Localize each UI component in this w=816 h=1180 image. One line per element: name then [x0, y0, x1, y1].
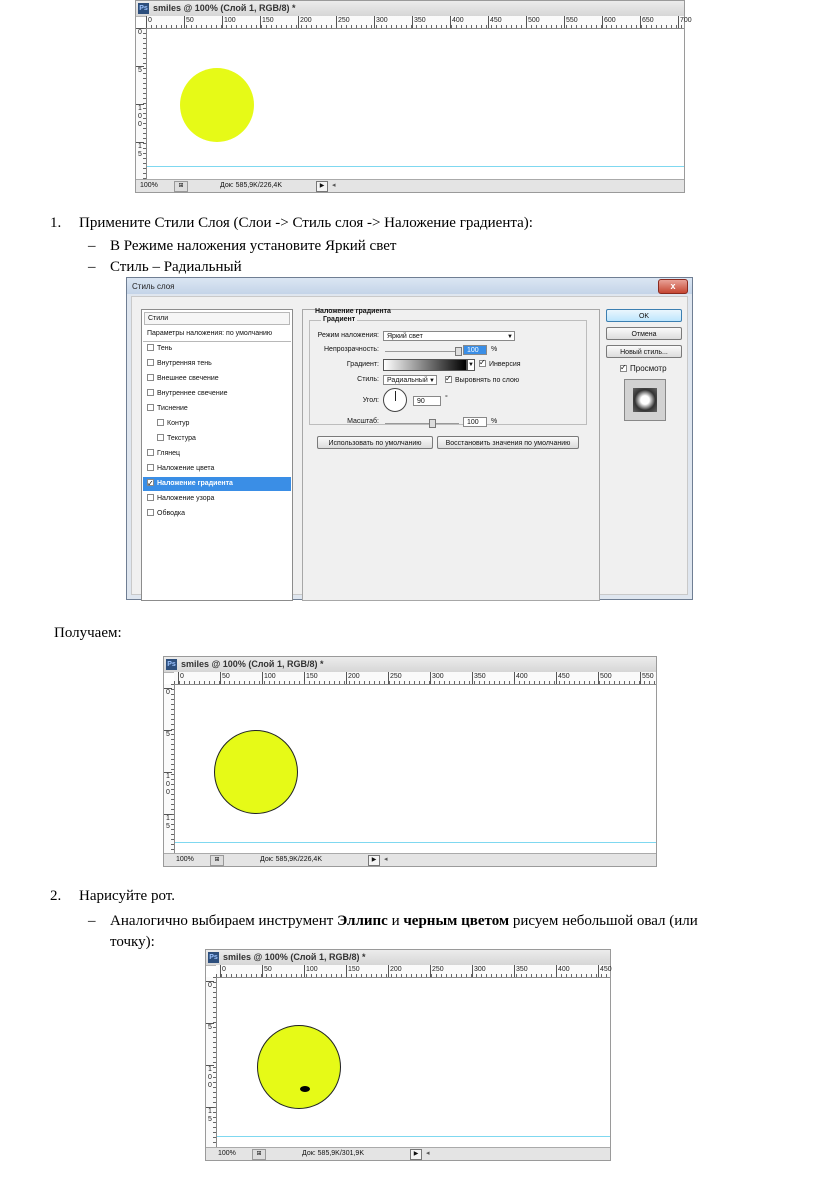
text-part: Аналогично выбираем инструмент [110, 913, 338, 929]
style-item-label: Контур [167, 420, 190, 427]
bullet-text: Стиль – Радиальный [110, 259, 242, 275]
ruler-label: 450 [488, 16, 502, 28]
slider-knob[interactable] [455, 347, 462, 356]
ruler-label: 50 [184, 16, 194, 28]
ruler-label: 550 [640, 672, 654, 684]
gradient-circle[interactable] [214, 730, 298, 814]
vertical-ruler[interactable] [164, 684, 175, 853]
degree-sign: ° [445, 395, 448, 402]
window-title-bar[interactable] [136, 1, 684, 17]
ps-document-window-2 [163, 656, 657, 867]
ruler-label: 1 0 0 [206, 1065, 214, 1090]
ruler-label: 5 [136, 66, 144, 75]
histogram-icon[interactable]: ⊞ [174, 181, 188, 192]
group-title: Градиент [323, 316, 356, 323]
ruler-label: 650 [640, 16, 654, 28]
step2-line [50, 887, 175, 905]
step2-line2: точку): [110, 934, 155, 950]
ruler-label: 700 [678, 16, 692, 28]
dial-needle [395, 391, 396, 401]
ps-document-window-1 [135, 0, 692, 193]
style-item-label: Внутреннее свечение [157, 390, 228, 397]
ruler-label: 400 [556, 965, 570, 977]
chevron-down-icon: ▼ [507, 334, 513, 340]
ruler-label: 150 [260, 16, 274, 28]
ruler-label: 1 5 [206, 1107, 214, 1124]
angle-input[interactable] [413, 396, 441, 406]
checkbox-icon[interactable] [147, 404, 154, 411]
style-item[interactable] [143, 342, 291, 356]
vertical-ruler[interactable] [206, 977, 217, 1147]
photoshop-logo-icon: Ps [167, 661, 176, 668]
style-item-label: Наложение градиента [157, 480, 233, 487]
ruler-label: 1 0 0 [164, 772, 172, 797]
ruler-label: 1 5 [164, 814, 172, 831]
style-item[interactable] [143, 447, 291, 461]
style-item[interactable] [143, 432, 291, 446]
style-item[interactable] [143, 357, 291, 371]
ruler-label: 200 [298, 16, 312, 28]
checkbox-icon[interactable] [147, 344, 154, 351]
style-item[interactable] [143, 477, 291, 491]
ruler-label: 200 [346, 672, 360, 684]
style-item[interactable] [143, 402, 291, 416]
step1-bullet-2 [88, 258, 242, 276]
style-item[interactable] [143, 372, 291, 386]
bold-black-color: черным цветом [403, 913, 510, 929]
dash: – [88, 238, 96, 254]
checkbox-icon[interactable] [479, 360, 486, 367]
ruler-label: 0 [206, 981, 214, 990]
horizontal-ruler[interactable] [174, 672, 656, 685]
style-item[interactable] [143, 507, 291, 521]
ruler-label: 100 [304, 965, 318, 977]
status-menu-arrow-icon[interactable]: ▶ [410, 1149, 422, 1160]
ruler-label: 500 [598, 672, 612, 684]
checkbox-icon[interactable] [147, 464, 154, 471]
angle-label: Угол: [362, 397, 379, 404]
styles-list [141, 309, 293, 601]
style-item-label: Текстура [167, 435, 196, 442]
style-item-label: Внутренняя тень [157, 360, 212, 367]
align-checkbox[interactable] [445, 376, 519, 384]
ruler-label: 0 [146, 16, 152, 28]
section-title: Наложение градиента [315, 308, 391, 315]
angle-dial-icon[interactable] [383, 388, 407, 412]
ruler-label: 0 [178, 672, 184, 684]
style-item-label: Обводка [157, 510, 186, 517]
preview-checkbox[interactable] [620, 364, 667, 373]
result-label: Получаем: [54, 625, 122, 641]
window-title-bar[interactable] [164, 657, 656, 673]
ruler-label: 500 [526, 16, 540, 28]
style-label: Стиль: [357, 376, 379, 383]
ps-document-window-3 [205, 949, 611, 1161]
ruler-label: 50 [262, 965, 272, 977]
ok-button[interactable]: OK [606, 309, 682, 322]
doc-size: Док: 585,9K/226,4K [220, 182, 282, 189]
use-default-button[interactable]: Использовать по умолчанию [317, 436, 433, 449]
style-item-label: Внешнее свечение [157, 375, 219, 382]
gradient-label: Градиент: [346, 361, 379, 368]
align-label: Выровнять по слою [455, 377, 520, 384]
photoshop-logo-icon: Ps [139, 5, 148, 12]
histogram-icon[interactable]: ⊞ [210, 855, 224, 866]
ruler-label: 300 [374, 16, 388, 28]
chevron-down-icon: ▼ [429, 378, 435, 384]
reset-default-button[interactable]: Восстановить значения по умолчанию [437, 436, 579, 449]
style-item-label: Тень [157, 345, 173, 352]
ruler-label: 1 0 0 [136, 104, 144, 129]
ruler-label: 350 [514, 965, 528, 977]
checkbox-icon[interactable] [147, 494, 154, 501]
scale-slider[interactable] [385, 423, 459, 424]
ruler-label: 250 [388, 672, 402, 684]
ruler-label: 1 5 [136, 142, 144, 159]
ruler-label: 50 [220, 672, 230, 684]
style-value: Радиальный [387, 377, 428, 384]
style-item[interactable] [143, 327, 291, 342]
text-part: рисуем небольшой овал (или [509, 913, 698, 929]
status-bar [206, 1147, 610, 1160]
scroll-left-icon[interactable]: ◂ [384, 856, 388, 863]
checkbox-icon[interactable] [445, 376, 452, 383]
zoom-level[interactable]: 100% [218, 1150, 236, 1157]
ruler-label: 600 [602, 16, 616, 28]
step1-text: Примените Стили Слоя (Слои -> Стиль слоя -> Наложение градиента): [79, 215, 533, 231]
dialog-title-bar[interactable] [127, 278, 692, 294]
window-title: smiles @ 100% (Слой 1, RGB/8) * [223, 952, 366, 962]
zoom-level[interactable]: 100% [176, 856, 194, 863]
style-item-label: Параметры наложения: по умолчанию [147, 330, 273, 337]
ruler-label: 350 [412, 16, 426, 28]
styles-header[interactable]: Стили [144, 312, 290, 325]
style-item-label: Глянец [157, 450, 181, 457]
ruler-label: 5 [206, 1023, 214, 1032]
status-menu-arrow-icon[interactable]: ▶ [368, 855, 380, 866]
ruler-label: 0 [164, 688, 172, 697]
horizontal-ruler[interactable] [216, 965, 610, 978]
style-item[interactable] [143, 417, 291, 431]
ruler-label: 100 [262, 672, 276, 684]
step2-number: 2. [50, 888, 62, 904]
checkbox-icon[interactable] [147, 509, 154, 516]
ruler-label: 350 [472, 672, 486, 684]
ruler-label: 250 [336, 16, 350, 28]
status-menu-arrow-icon[interactable]: ▶ [316, 181, 328, 192]
dialog-body [131, 296, 688, 595]
preview-label: Просмотр [630, 364, 667, 373]
cancel-button[interactable]: Отмена [606, 327, 682, 340]
percent-sign: % [491, 418, 498, 425]
bold-ellipse: Эллипс [337, 913, 388, 929]
step1-line [50, 214, 533, 232]
step1-bullet-1 [88, 237, 397, 255]
checkbox-icon[interactable] [147, 359, 154, 366]
style-item[interactable] [143, 492, 291, 506]
ruler-label: 300 [472, 965, 486, 977]
zoom-level[interactable]: 100% [140, 182, 158, 189]
opacity-label: Непрозрачность: [324, 346, 379, 353]
bullet-text [110, 912, 698, 930]
scale-input[interactable] [463, 417, 487, 427]
style-item-label: Наложение цвета [157, 465, 215, 472]
photoshop-logo-icon: Ps [209, 954, 218, 961]
ruler-label: 450 [556, 672, 570, 684]
ruler-label: 550 [564, 16, 578, 28]
checkbox-icon[interactable] [620, 365, 627, 372]
ruler-label: 400 [450, 16, 464, 28]
blend-mode-label: Режим наложения: [317, 332, 379, 339]
checkbox-icon[interactable] [147, 389, 154, 396]
style-item[interactable] [143, 462, 291, 476]
doc-size: Док: 585,9K/226,4K [260, 856, 322, 863]
scale-value: 100 [467, 419, 479, 426]
doc-size: Док: 585,9K/301,9K [302, 1150, 364, 1157]
gradient-circle[interactable] [257, 1025, 341, 1109]
checkbox-icon[interactable] [147, 374, 154, 381]
ruler-label: 5 [164, 730, 172, 739]
gradient-swatch[interactable] [383, 359, 467, 371]
style-item-label: Наложение узора [157, 495, 215, 502]
percent-sign: % [491, 346, 498, 353]
window-title: smiles @ 100% (Слой 1, RGB/8) * [181, 659, 324, 669]
style-select[interactable] [383, 375, 437, 385]
status-bar [164, 853, 656, 866]
ruler-label: 300 [430, 672, 444, 684]
scroll-left-icon[interactable]: ◂ [426, 1150, 430, 1157]
checkbox-icon[interactable] [147, 479, 154, 486]
step1-number: 1. [50, 215, 62, 231]
checkbox-icon[interactable] [157, 434, 164, 441]
checkbox-icon[interactable] [147, 449, 154, 456]
slider-knob[interactable] [429, 419, 436, 428]
close-button[interactable]: x [658, 279, 688, 294]
dash: – [88, 259, 96, 275]
guide-line [175, 842, 656, 843]
dialog-title: Стиль слоя [132, 282, 175, 291]
scroll-left-icon[interactable]: ◂ [332, 182, 336, 189]
window-title-bar[interactable] [206, 950, 610, 966]
ruler-label: 150 [304, 672, 318, 684]
preview-square [633, 388, 657, 412]
histogram-icon[interactable]: ⊞ [252, 1149, 266, 1160]
step2-bullet [88, 912, 698, 930]
dash: – [88, 913, 96, 929]
inverse-checkbox[interactable] [479, 360, 521, 368]
ruler-label: 150 [346, 965, 360, 977]
gradient-overlay-panel [302, 309, 600, 601]
step2-text: Нарисуйте рот. [79, 888, 175, 904]
status-bar [136, 179, 684, 192]
vertical-ruler[interactable] [136, 28, 147, 179]
blend-mode-value: Яркий свет [387, 333, 423, 340]
window-title: smiles @ 100% (Слой 1, RGB/8) * [153, 3, 296, 13]
style-preview-thumbnail [624, 379, 666, 421]
opacity-input[interactable] [463, 345, 487, 355]
yellow-circle[interactable] [180, 68, 254, 142]
horizontal-ruler[interactable] [146, 16, 692, 29]
bullet-text: В Режиме наложения установите Яркий свет [110, 238, 397, 254]
guide-line [217, 1136, 610, 1137]
inverse-label: Инверсия [489, 361, 521, 368]
text-part: и [387, 913, 404, 929]
style-item[interactable] [143, 387, 291, 401]
checkbox-icon[interactable] [157, 419, 164, 426]
ruler-label: 100 [222, 16, 236, 28]
blend-mode-select[interactable] [383, 331, 515, 341]
style-item-label: Тиснение [157, 405, 188, 412]
guide-line [147, 166, 684, 167]
angle-value: 90 [417, 398, 425, 405]
opacity-slider[interactable] [385, 351, 459, 352]
ruler-label: 0 [136, 28, 144, 37]
ruler-label: 400 [514, 672, 528, 684]
ruler-label: 250 [430, 965, 444, 977]
gradient-dropdown-icon[interactable]: ▼ [467, 359, 475, 371]
opacity-value: 100 [467, 347, 479, 354]
ruler-label: 450 [598, 965, 612, 977]
new-style-button[interactable]: Новый стиль... [606, 345, 682, 358]
ruler-label: 200 [388, 965, 402, 977]
layer-style-dialog [126, 277, 693, 600]
mouth-oval[interactable] [300, 1086, 310, 1092]
ruler-label: 0 [220, 965, 226, 977]
scale-label: Масштаб: [347, 418, 379, 425]
